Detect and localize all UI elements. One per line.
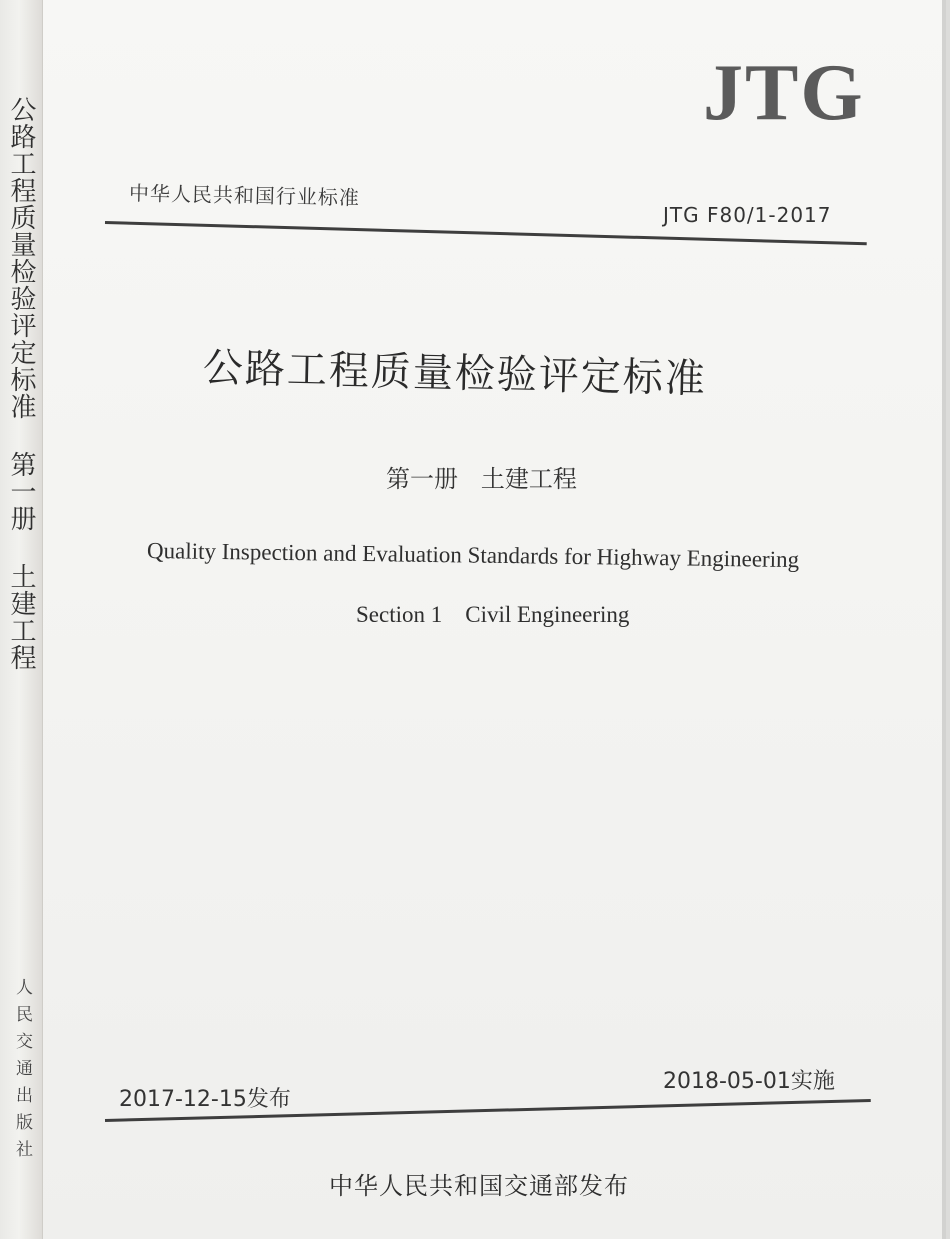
spine-volume: 第一册: [6, 451, 36, 532]
issue-date: 2017-12-15发布: [119, 1087, 291, 1112]
jtg-logo: JTG: [703, 49, 865, 137]
spine-title-text: 公路工程质量检验评定标准: [6, 96, 36, 420]
book-cover: [43, 0, 946, 1239]
page-edge: [942, 0, 946, 1239]
spine-subtitle: 土建工程: [6, 563, 36, 671]
cover-title: 公路工程质量检验评定标准: [202, 345, 708, 403]
book-spine: [0, 0, 43, 1239]
english-volume-line: [356, 602, 629, 628]
standard-code: JTG F80/1-2017: [663, 203, 832, 227]
spine-gap: [6, 532, 36, 563]
english-subject: Civil Engineering: [465, 602, 630, 627]
english-title: Quality Inspection and Evaluation Standards for Highway Engineering: [146, 538, 800, 573]
spine-title: [4, 96, 38, 671]
spine-publisher: 人民交通出版社: [12, 978, 32, 1167]
spine-gap: [6, 420, 36, 451]
cover-publisher: 中华人民共和国交通部发布: [329, 1172, 629, 1200]
volume-subject: 土建工程: [480, 465, 577, 493]
standard-category: 中华人民共和国行业标准: [128, 181, 361, 210]
effective-date: 2018-05-01实施: [663, 1069, 835, 1094]
volume-line: [386, 459, 577, 494]
volume-number: 第一册: [386, 465, 458, 493]
english-section: Section 1: [356, 602, 443, 627]
